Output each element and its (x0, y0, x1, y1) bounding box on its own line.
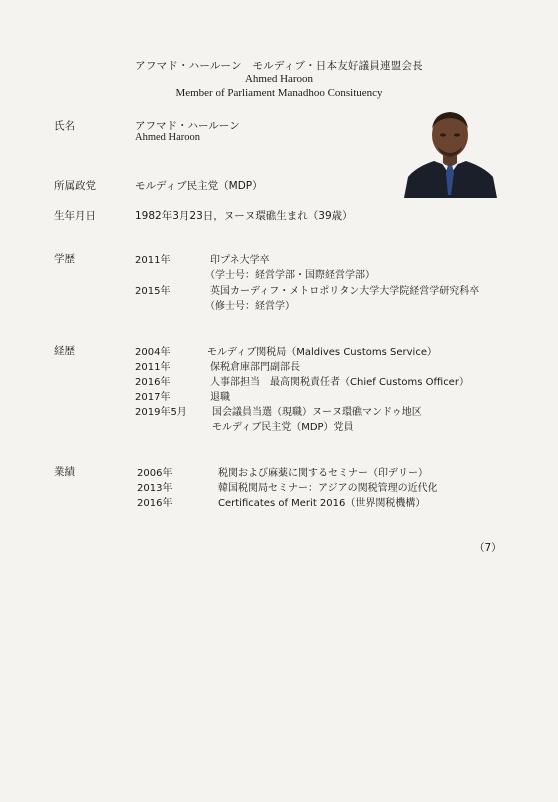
career-year: 2004年 (135, 347, 171, 358)
career-entry: モルディブ関税局（Maldives Customs Service） (207, 347, 437, 358)
name-label: 氏名 (54, 120, 75, 132)
career-entry: 保税倉庫部門副部長 (210, 362, 300, 373)
career-year: 2019年5月 (135, 407, 187, 418)
education-year: 2015年 (135, 286, 171, 297)
achievement-entry: 税関および麻薬に関するセミナー（印デリー） (218, 468, 428, 479)
career-year: 2016年 (135, 377, 171, 388)
achievement-year: 2006年 (137, 468, 173, 479)
header-name-en: Ahmed Haroon (244, 73, 314, 85)
education-entry: 印プネ大学卒 (210, 255, 270, 266)
page-number: （7） (474, 542, 502, 554)
education-entry-sub: （修士号：経営学） (205, 301, 295, 312)
education-year: 2011年 (135, 255, 171, 266)
education-entry: 英国カーディフ・メトロポリタン大学大学院経営学研究科卒 (210, 286, 480, 297)
party-value: モルディブ民主党（MDP） (135, 180, 263, 192)
career-year: 2011年 (135, 362, 171, 373)
achievement-year: 2016年 (137, 498, 173, 509)
achievement-year: 2013年 (137, 483, 173, 494)
career-entry: 人事部担当 最高関税責任者（Chief Customs Officer） (210, 377, 469, 388)
career-entry: 国会議員当選（現職）ヌーヌ環礁マンドゥ地区 (212, 407, 422, 418)
career-label: 経歴 (54, 345, 75, 357)
education-label: 学歴 (54, 253, 75, 265)
education-entry-sub: （学士号：経営学部・国際経営学部） (205, 270, 375, 281)
career-entry-sub: モルディブ民主党（MDP）党員 (212, 422, 354, 433)
birth-value: 1982年3月23日，ヌーヌ環礁生まれ（39歳） (135, 210, 353, 222)
birth-label: 生年月日 (54, 210, 96, 222)
career-year: 2017年 (135, 392, 171, 403)
name-jp: アフマド・ハールーン (135, 120, 240, 132)
party-label: 所属政党 (54, 180, 96, 192)
header-position-en: Member of Parliament Manadhoo Consituency (175, 87, 383, 99)
achievement-entry: 韓国税関局セミナー：アジアの関税管理の近代化 (218, 483, 438, 494)
achievements-label: 業績 (54, 466, 75, 478)
header-title-jp: アフマド・ハールーン モルディブ・日本友好議員連盟会長 (135, 60, 423, 72)
name-en: Ahmed Haroon (135, 132, 201, 143)
achievement-entry: Certificates of Merit 2016（世界関税機構） (218, 498, 426, 509)
career-entry: 退職 (210, 392, 230, 403)
portrait-photo (404, 103, 497, 198)
